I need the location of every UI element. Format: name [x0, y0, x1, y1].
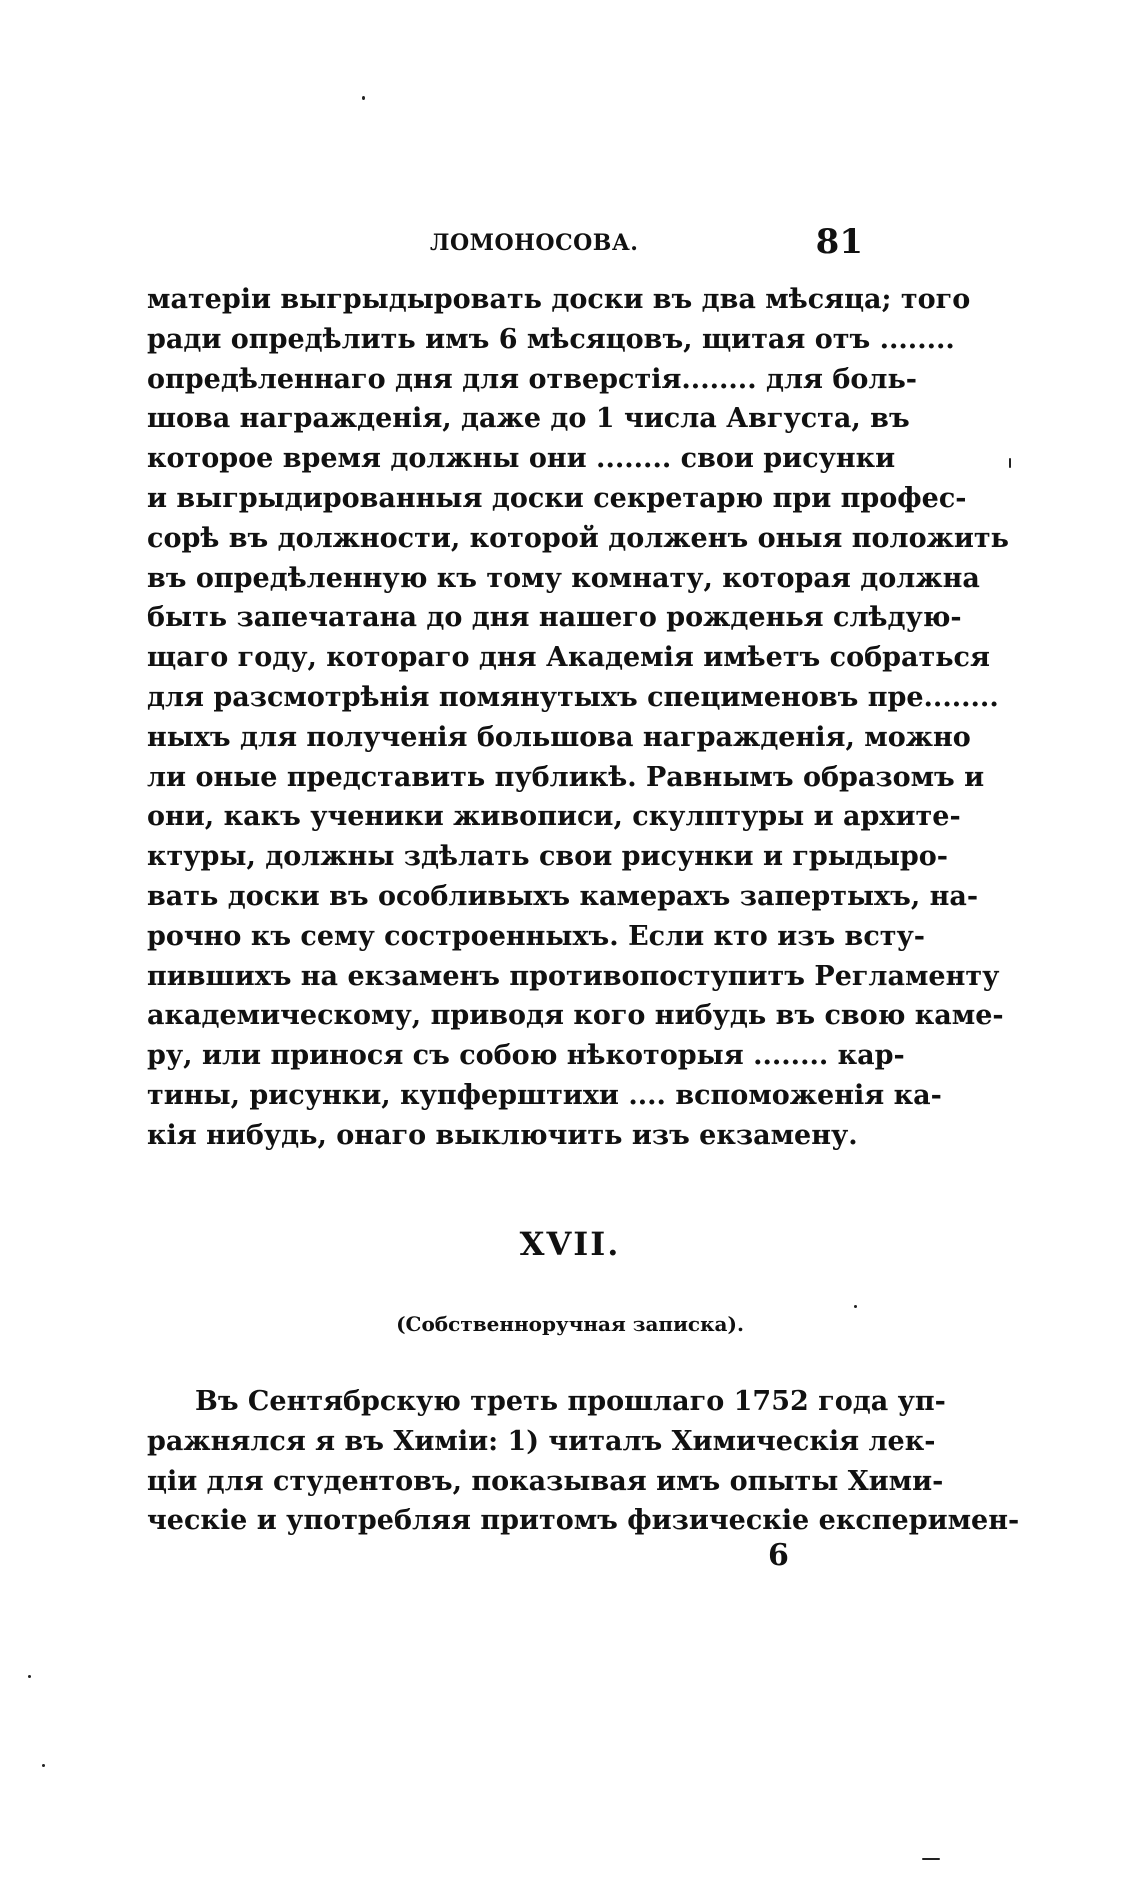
text-line: щаго году, котораго дня Академія имѣетъ собраться [147, 642, 990, 674]
text-line: шова награжденія, даже до 1 числа Августа, въ [147, 403, 910, 435]
scan-speck [362, 96, 365, 100]
text-line: ражнялся я въ Химіи: 1) читалъ Химическія лек- [147, 1425, 936, 1457]
paragraph-1 [147, 280, 1009, 1156]
text-line: опредѣленнаго дня для отверстія........ для боль- [147, 363, 917, 395]
text-line: которое время должны они ........ свои рисунки [147, 443, 896, 475]
page-number: 81 [815, 222, 863, 262]
text-line: въ опредѣленную къ тому комнату, которая должна [147, 562, 980, 594]
text-line: ціи для студентовъ, показывая имъ опыты Хими- [147, 1465, 944, 1497]
text-line: ктуры, должны здѣлать свои рисунки и грыдыро- [147, 841, 949, 873]
text-line: ныхъ для полученія большова награжденія, можно [147, 721, 971, 753]
text-line: Въ Сентябрскую треть прошлаго 1752 года уп- [195, 1386, 946, 1417]
scan-speck [42, 1764, 45, 1767]
text-line: для разсмотрѣнія помянутыхъ специменовъ пре........ [147, 681, 999, 713]
text-line: быть запечатана до дня нашего рожденья слѣдую- [147, 602, 962, 634]
text-line: ради опредѣлить имъ 6 мѣсяцовъ, щитая отъ ........ [147, 323, 955, 355]
text-line: ли оные представить публикѣ. Равнымъ образомъ и [147, 761, 985, 793]
scan-speck [28, 1675, 31, 1678]
text-line: они, какъ ученики живописи, скулптуры и архите- [147, 801, 961, 833]
text-line: ческіе и употребляя притомъ физическіе експеримен- [147, 1505, 1020, 1537]
scan-speck [1009, 458, 1011, 468]
signature-mark: 6 [768, 1538, 789, 1573]
running-head [147, 222, 871, 268]
section-subtitle: (Собственноручная записка). [396, 1312, 744, 1336]
scan-speck [854, 1305, 857, 1308]
text-line: кія нибудь, онаго выключить изъ екзамену. [147, 1119, 858, 1151]
paragraph-2 [147, 1382, 1020, 1541]
text-line: сорѣ въ должности, которой долженъ оныя положить [147, 522, 1009, 554]
running-title: ЛОМОНОСОВА. [430, 230, 639, 256]
text-line: тины, рисунки, купферштихи .... вспоможенія ка- [147, 1079, 942, 1111]
text-line: пившихъ на екзаменъ противопоступитъ Регламенту [147, 960, 1000, 992]
text-line: ру, или принося съ собою нѣкоторыя ........ кар- [147, 1040, 905, 1072]
section-number: XVII. [519, 1225, 621, 1263]
text-line: матеріи выгрыдыровать доски въ два мѣсяца; того [147, 284, 971, 315]
text-line: рочно къ сему состроенныхъ. Если кто изъ всту- [147, 920, 925, 952]
scan-speck [922, 1858, 940, 1860]
text-line: вать доски въ особливыхъ камерахъ запертыхъ, на- [147, 880, 979, 912]
text-line: академическому, приводя кого нибудь въ свою каме- [147, 1000, 1004, 1032]
text-line: и выгрыдированныя доски секретарю при профес- [147, 482, 967, 514]
